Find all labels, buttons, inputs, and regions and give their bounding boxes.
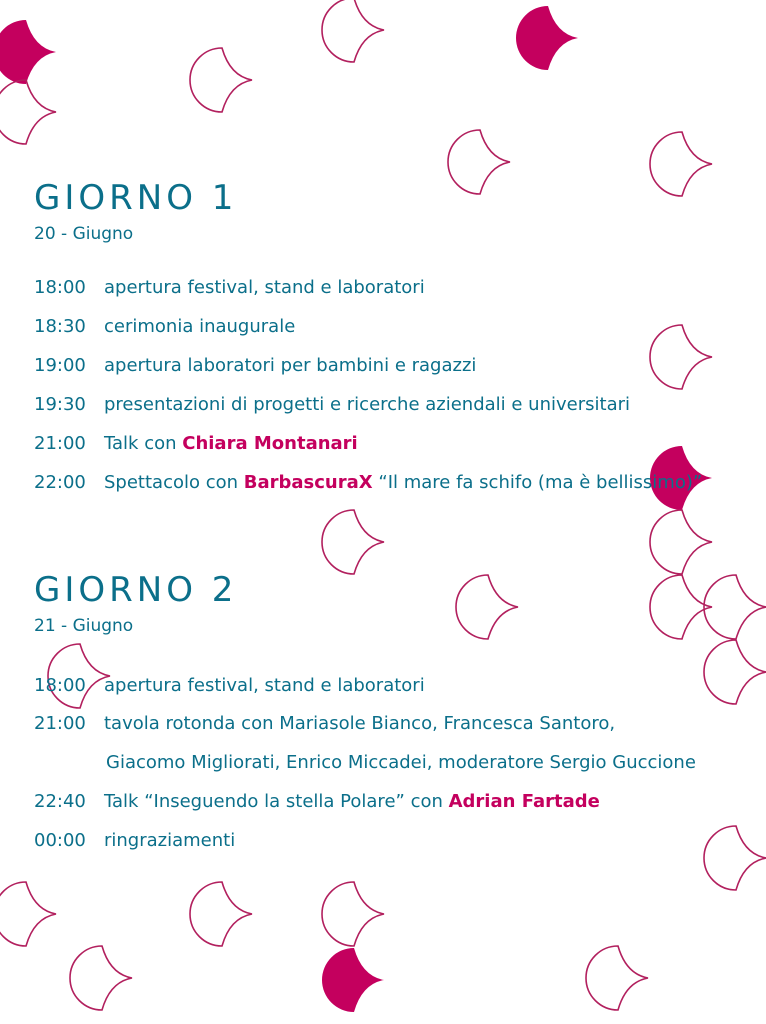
event-text: Spettacolo con bbox=[104, 472, 244, 493]
event-time: 18:00 bbox=[34, 277, 86, 298]
day-2-title: GIORNO 2 bbox=[34, 570, 238, 610]
guest-name: Adrian Fartade bbox=[448, 791, 600, 812]
day-1-event bbox=[34, 315, 295, 339]
event-time: 00:00 bbox=[34, 830, 86, 851]
day-2-event bbox=[34, 674, 425, 698]
day-1-event bbox=[34, 432, 358, 456]
day-1-title: GIORNO 1 bbox=[34, 178, 238, 218]
day-2-event-continuation: Giacomo Migliorati, Enrico Miccadei, moderatore Sergio Guccione bbox=[106, 752, 696, 773]
event-text: ringraziamenti bbox=[104, 830, 236, 851]
guest-name: BarbascuraX bbox=[243, 472, 373, 493]
event-time: 18:30 bbox=[34, 316, 86, 337]
day-2-date: 21 - Giugno bbox=[34, 616, 134, 636]
day-1-date: 20 - Giugno bbox=[34, 224, 134, 244]
event-time: 22:00 bbox=[34, 472, 86, 493]
guest-name: Chiara Montanari bbox=[182, 433, 358, 454]
event-text: apertura laboratori per bambini e ragazzi bbox=[104, 355, 477, 376]
event-text: presentazioni di progetti e ricerche aziendali e universitari bbox=[104, 394, 630, 415]
event-text: Talk “Inseguendo la stella Polare” con bbox=[104, 791, 449, 812]
day-2-event bbox=[34, 829, 235, 853]
show-title: “Il mare fa schifo (ma è bellissimo)” bbox=[372, 472, 703, 493]
event-text: apertura festival, stand e laboratori bbox=[104, 277, 425, 298]
day-2-event bbox=[34, 790, 600, 814]
event-time: 19:30 bbox=[34, 394, 86, 415]
event-text: cerimonia inaugurale bbox=[104, 316, 296, 337]
event-time: 22:40 bbox=[34, 791, 86, 812]
event-time: 19:00 bbox=[34, 355, 86, 376]
day-1-event bbox=[34, 393, 630, 417]
day-1-event bbox=[34, 471, 702, 495]
event-text: Talk con bbox=[104, 433, 183, 454]
day-2-event bbox=[34, 712, 615, 736]
event-text: apertura festival, stand e laboratori bbox=[104, 675, 425, 696]
event-time: 21:00 bbox=[34, 433, 86, 454]
event-text: tavola rotonda con Mariasole Bianco, Francesca Santoro, bbox=[104, 713, 616, 734]
day-1-event bbox=[34, 354, 476, 378]
event-time: 21:00 bbox=[34, 713, 86, 734]
event-time: 18:00 bbox=[34, 675, 86, 696]
day-1-event bbox=[34, 276, 425, 300]
